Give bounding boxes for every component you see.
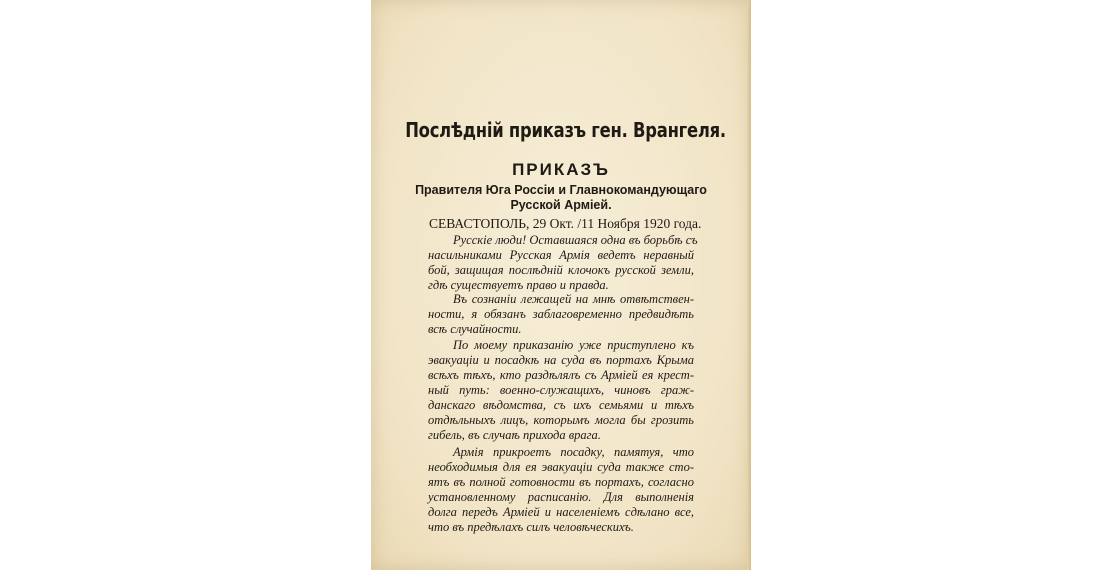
subtitle-line: Правителя Юга Россіи и Главнокомандующаго: [415, 183, 707, 197]
subtitle-line: Русской Арміей.: [510, 198, 612, 212]
document-title: Послѣдній приказъ ген. Врангеля.: [405, 118, 726, 142]
paragraph-1-line: насильниками Русская Армія ведетъ неравный: [428, 248, 694, 262]
document-page: [371, 0, 751, 570]
paragraph-4-line: необходимыя для ея эвакуаціи суда также сто-: [428, 460, 694, 474]
paragraph-4-line: что въ предѣлахъ силъ человѣческихъ.: [428, 520, 634, 534]
paragraph-3-line: эвакуаціи и посадкѣ на суда въ портахъ Крыма: [428, 353, 694, 367]
paragraph-2-line: Въ сознаніи лежащей на мнѣ отвѣтствен-: [453, 292, 694, 306]
paragraph-3-line: всѣхъ тѣхъ, кто раздѣлялъ съ Арміей ея крест-: [428, 368, 694, 382]
paragraph-1-line: гдѣ существуетъ право и правда.: [428, 278, 609, 292]
page-edge: [747, 0, 751, 570]
paragraph-2-line: ности, я обязанъ заблаговременно предвидѣть: [428, 307, 694, 321]
paragraph-4-line: установленному расписанію. Для выполненія: [428, 490, 694, 504]
paragraph-2-line: всѣ случайности.: [428, 322, 522, 336]
paragraph-3-line: По моему приказанію уже приступлено къ: [453, 338, 694, 352]
paragraph-1-line: Русскіе люди! Оставшаяся одна въ борьбѣ съ: [453, 233, 698, 247]
paragraph-4-line: Армія прикроетъ посадку, памятуя, что: [453, 445, 694, 459]
paragraph-3-line: ный путь: военно-служащихъ, чиновъ граж-: [428, 383, 694, 397]
paragraph-4-line: долга передъ Арміей и населеніемъ сдѣлано все,: [428, 505, 694, 519]
paragraph-1-line: бой, защищая послѣдній клочокъ русской земли,: [428, 263, 694, 277]
dateline: СЕВАСТОПОЛЬ, 29 Окт. /11 Ноября 1920 года.: [429, 216, 702, 231]
paragraph-3-line: гибель, въ случаѣ прихода врага.: [428, 428, 601, 442]
paragraph-3-line: отдѣльныхъ лицъ, которымъ могла бы грозить: [428, 413, 694, 427]
order-heading: ПРИКАЗЪ: [512, 160, 610, 179]
paragraph-4-line: ятъ въ полной готовности въ портахъ, согласно: [428, 475, 694, 489]
paragraph-3-line: данскаго вѣдомства, съ ихъ семьями и тѣхъ: [428, 398, 694, 412]
